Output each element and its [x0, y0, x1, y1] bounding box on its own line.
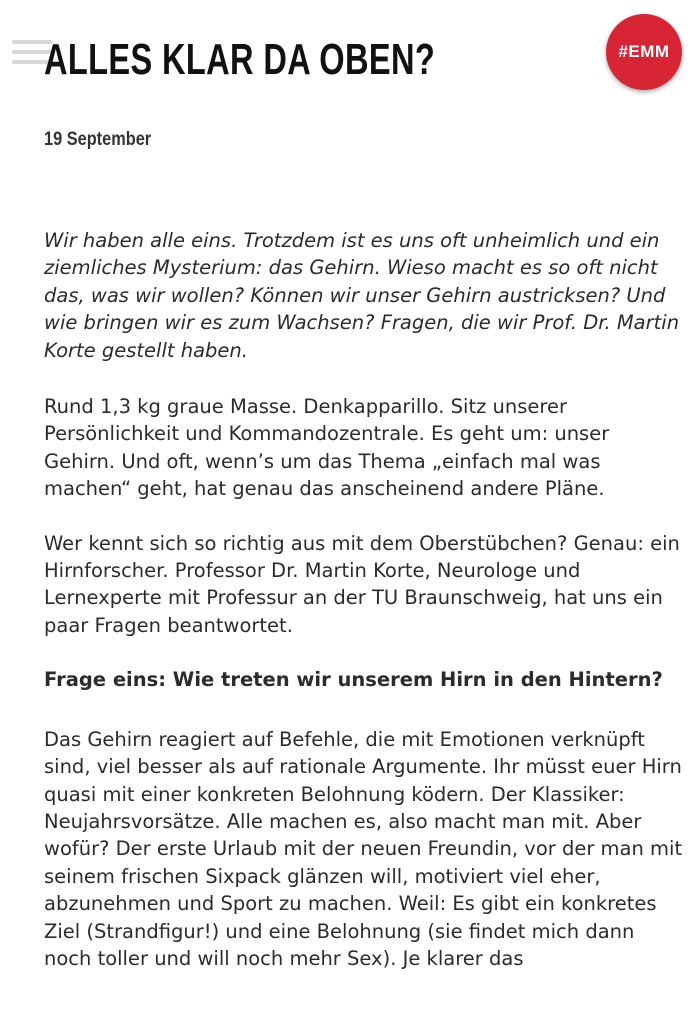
answer-paragraph-1: Das Gehirn reagiert auf Befehle, die mit Emotionen verknüpft sind, viel besser als auf rationale Argumente. Ihr müsst euer Hirn quasi mit einer konkreten Belohnung ködern. Der Klassiker: Neujahrsvorsätze. Alle machen es, also macht man mit. Aber wofür? Der erste Urlaub mit der neuen Freundin, vor der man mit seinem frischen Sixpack glänzen will, motiviert viel eher, abzunehmen und Sport zu machen. Weil: Es gibt ein konkretes Ziel (Strandfigur!) und eine Belohnung (sie findet mich dann noch toller und will noch mehr Sex). Je klarer das	[44, 727, 683, 970]
article-paragraph-1: Rund 1,3 kg graue Masse. Denkapparillo. Sitz unserer Persönlichkeit und Kommandozentrale. Es geht um: unser Gehirn. Und oft, wenn’s um das Thema „einfach mal was machen“ geht, hat genau das anscheinend andere Pläne.	[44, 395, 610, 501]
article-intro: Wir haben alle eins. Trotzdem ist es uns oft unheimlich und ein ziemliches Mysterium: das Gehirn. Wieso macht es so oft nicht das, was wir wollen? Können wir unser Gehirn austricksen? Und wie bringen wir es zum Wachsen? Fragen, die wir Prof. Dr. Martin Korte gestellt haben.	[44, 229, 680, 362]
emm-badge-button[interactable]: #EMM	[606, 14, 682, 90]
page-title: ALLES KLAR DA OBEN?	[44, 35, 436, 84]
question-heading-1: Frage eins: Wie treten wir unserem Hirn in den Hintern?	[44, 668, 663, 692]
article-body	[44, 227, 684, 999]
article-date: 19 September	[44, 129, 152, 150]
article-paragraph-2: Wer kennt sich so richtig aus mit dem Oberstübchen? Genau: ein Hirnforscher. Professor Dr. Martin Korte, Neurologe und Lernexperte mit Professur an der TU Braunschweig, hat uns ein paar Fragen beantwortet.	[44, 531, 680, 637]
